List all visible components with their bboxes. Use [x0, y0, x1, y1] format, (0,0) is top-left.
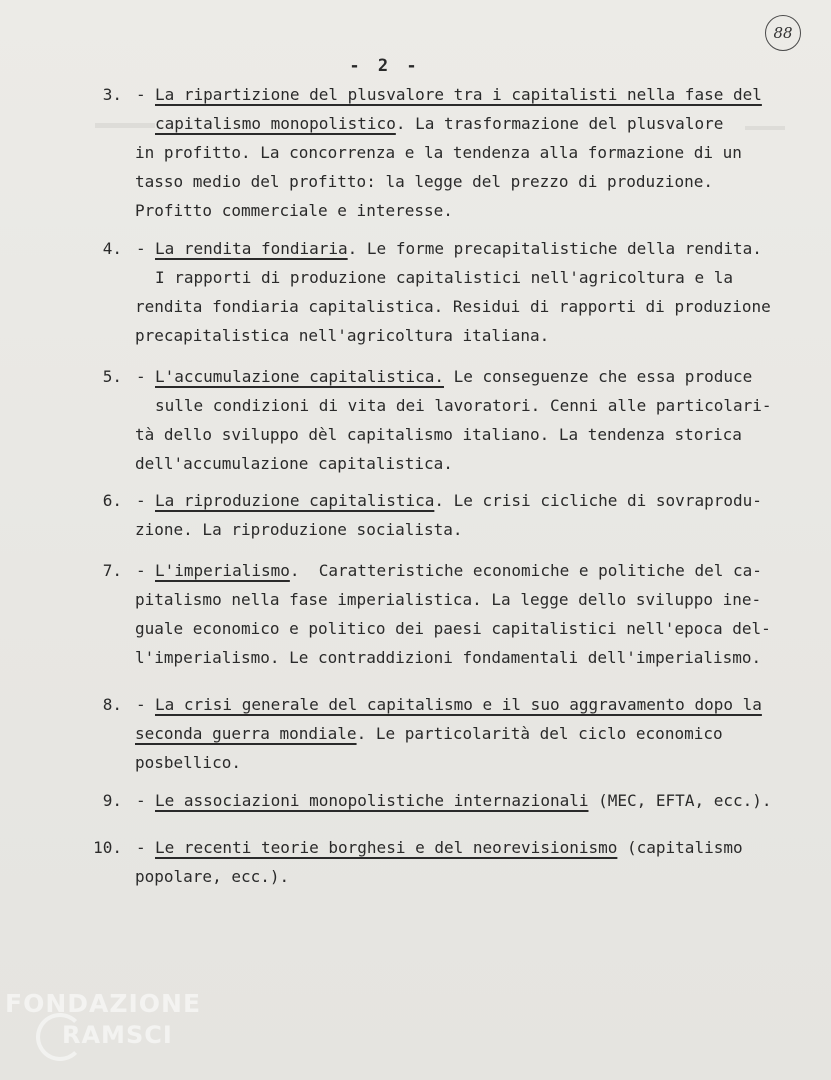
body-text: zione. La riproduzione socialista.	[135, 520, 463, 539]
item-dash: -	[136, 85, 146, 104]
outline-text-line	[135, 589, 761, 611]
item-number: 10.	[93, 838, 122, 857]
page-number: - 2 -	[349, 56, 421, 76]
item-dash: -	[136, 491, 146, 510]
body-text: tasso medio del profitto: la legge del prezzo di produzione.	[135, 172, 713, 191]
outline-text-line	[135, 723, 723, 745]
item-dash: -	[136, 367, 146, 386]
outline-text-line	[155, 84, 762, 106]
body-text: (MEC, EFTA, ecc.).	[588, 791, 772, 810]
outline-text-line	[155, 238, 762, 260]
body-text: . Le crisi cicliche di sovraprodu-	[434, 491, 762, 510]
body-text: sulle condizioni di vita dei lavoratori. Cenni alle particolari-	[155, 396, 772, 415]
section-title: La crisi generale del capitalismo e il suo aggravamento dopo la	[155, 695, 762, 714]
scan-smudge	[745, 126, 785, 130]
body-text: precapitalistica nell'agricoltura italiana.	[135, 326, 550, 345]
body-text: popolare, ecc.).	[135, 867, 290, 886]
outline-text-line	[135, 325, 549, 347]
body-text: I rapporti di produzione capitalistici nell'agricoltura e la	[155, 268, 733, 287]
body-text: in profitto. La concorrenza e la tendenza alla formazione di un	[135, 143, 742, 162]
section-title: La rendita fondiaria	[155, 239, 348, 258]
body-text: . La trasformazione del plusvalore	[395, 114, 724, 133]
item-number: 7.	[102, 561, 122, 580]
section-title: L'accumulazione capitalistica.	[155, 367, 444, 386]
item-dash: -	[136, 239, 146, 258]
item-dash: -	[136, 791, 146, 810]
outline-text-line	[155, 837, 743, 859]
outline-text-line	[155, 790, 772, 812]
watermark-logo	[0, 985, 215, 1075]
scan-smudge	[95, 123, 155, 128]
watermark-line-2: RAMSCI	[62, 1021, 173, 1049]
section-title: capitalismo monopolistico	[155, 114, 396, 133]
outline-text-line	[135, 171, 713, 193]
item-dash: -	[136, 838, 146, 857]
archive-number-stamp: 88	[765, 15, 801, 51]
outline-text-line	[135, 142, 742, 164]
item-dash: -	[136, 695, 146, 714]
outline-text-line	[155, 490, 762, 512]
section-title: L'imperialismo	[155, 561, 290, 580]
outline-text-line	[155, 694, 762, 716]
section-title: Le recenti teorie borghesi e del neorevisionismo	[155, 838, 618, 857]
outline-text-line	[155, 267, 733, 289]
body-text: . Caratteristiche economiche e politiche del ca-	[289, 561, 762, 580]
outline-text-line	[155, 560, 762, 582]
outline-text-line	[155, 366, 752, 388]
section-title: Le associazioni monopolistiche internazionali	[155, 791, 589, 810]
item-number: 8.	[102, 695, 122, 714]
item-number: 3.	[102, 85, 122, 104]
watermark-line-1: FONDAZIONE	[5, 989, 202, 1018]
outline-text-line	[155, 395, 772, 417]
outline-text-line	[135, 618, 771, 640]
outline-text-line	[135, 752, 241, 774]
item-number: 6.	[102, 491, 122, 510]
body-text: dell'accumulazione capitalistica.	[135, 454, 453, 473]
body-text: pitalismo nella fase imperialistica. La legge dello sviluppo ine-	[135, 590, 762, 609]
body-text: posbellico.	[135, 753, 241, 772]
body-text: rendita fondiaria capitalistica. Residui di rapporti di produzione	[135, 297, 771, 316]
outline-text-line	[135, 647, 761, 669]
body-text: (capitalismo	[617, 838, 743, 857]
section-title: seconda guerra mondiale	[135, 724, 357, 743]
item-number: 4.	[102, 239, 122, 258]
outline-text-line	[135, 424, 742, 446]
item-number: 9.	[102, 791, 122, 810]
outline-text-line	[135, 519, 463, 541]
body-text: l'imperialismo. Le contraddizioni fondamentali dell'imperialismo.	[135, 648, 762, 667]
body-text: . Le particolarità del ciclo economico	[356, 724, 723, 743]
body-text: . Le forme precapitalistiche della rendita.	[347, 239, 762, 258]
outline-text-line	[135, 200, 453, 222]
body-text: Le conseguenze che essa produce	[443, 367, 753, 386]
outline-text-line	[135, 453, 453, 475]
body-text: tà dello sviluppo dèl capitalismo italiano. La tendenza storica	[135, 425, 742, 444]
outline-text-line	[135, 296, 771, 318]
item-number: 5.	[102, 367, 122, 386]
body-text: Profitto commerciale e interesse.	[135, 201, 453, 220]
section-title: La ripartizione del plusvalore tra i capitalisti nella fase del	[155, 85, 762, 104]
section-title: La riproduzione capitalistica	[155, 491, 435, 510]
outline-text-line	[155, 113, 723, 135]
body-text: guale economico e politico dei paesi capitalistici nell'epoca del-	[135, 619, 771, 638]
outline-text-line	[135, 866, 289, 888]
item-dash: -	[136, 561, 146, 580]
